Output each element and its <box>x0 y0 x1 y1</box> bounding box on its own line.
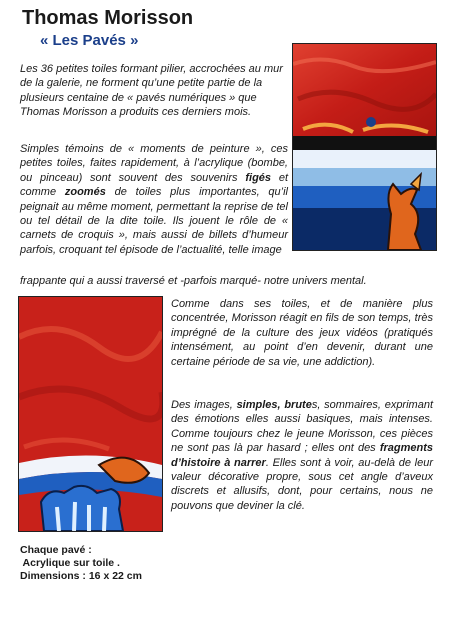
painting-image-top <box>292 43 437 251</box>
painting-bottom-artwork <box>19 297 162 531</box>
emphasis-simples-brute: simples, brute <box>236 399 312 411</box>
moments-text-a: Simples témoins de « moments de peinture », ces petites toiles, faites rapidement, à l’acrylique (bombe, ou pinceau) sont souvent des souvenirs <box>20 143 288 184</box>
images-text-d: . Elles sont à voir, au-delà de leur valeur décorative propre, sous cet angle d’aveux discrets et allusifs, dont, pour certains, nous ne pouvons que deviner la clé. <box>171 456 433 512</box>
emphasis-figes: figés <box>245 171 272 184</box>
painting-top-artwork <box>293 44 436 250</box>
culture-paragraph: Comme dans ses toiles, et de manière plus concentrée, Morisson réagit en fils de son temps, très imprégné de la culture des jeux vidéos (pratiqués intensément, au point d’en devenir, durant une certaine période de sa vie, une addiction). <box>171 298 433 368</box>
images-text-c: s, sommaires, exprimant des émotions elles aussi basiques, mais intenses. Comme toujours chez le jeune Morisson, ces pièces ne sont pas là par hasard ; elles ont des <box>171 399 433 455</box>
info-line-medium: Acrylique sur toile . <box>20 557 120 569</box>
series-subtitle: « Les Pavés » <box>40 32 139 49</box>
moments-text-c: et comme <box>20 171 289 199</box>
images-paragraph <box>171 398 433 513</box>
artist-name-title: Thomas Morisson <box>22 7 194 29</box>
images-text-a: Des images, <box>171 399 237 411</box>
info-line-dimensions: Dimensions : 16 x 22 cm <box>20 570 142 582</box>
moments-paragraph-tail: frappante qui a aussi traversé et -parfois marqué- notre univers mental. <box>20 275 367 287</box>
painting-image-bottom <box>18 296 163 532</box>
moments-paragraph <box>20 142 288 257</box>
moments-text-d: de toiles plus importantes, qu’il peignait au même moment, permettant la reprise de tel ou tel détail de la dite toile. Ils jouent le rôle de « carnets de croquis », mais aussi de billets d’humeur parfois, croquant tel épisode de l’actualité, telle image <box>20 186 288 256</box>
emphasis-fragments: fragments d’histoire à narrer <box>171 442 433 469</box>
info-line-each-pave: Chaque pavé : <box>20 544 92 556</box>
emphasis-zoomes: zoomés <box>64 186 106 199</box>
artwork-info <box>20 544 220 583</box>
intro-paragraph: Les 36 petites toiles formant pilier, accrochées au mur de la galerie, ne forment qu’une petite partie de la plusieurs centaine de « pavés numériques » que Thomas Morisson a produits ces derniers mois. <box>20 63 283 119</box>
